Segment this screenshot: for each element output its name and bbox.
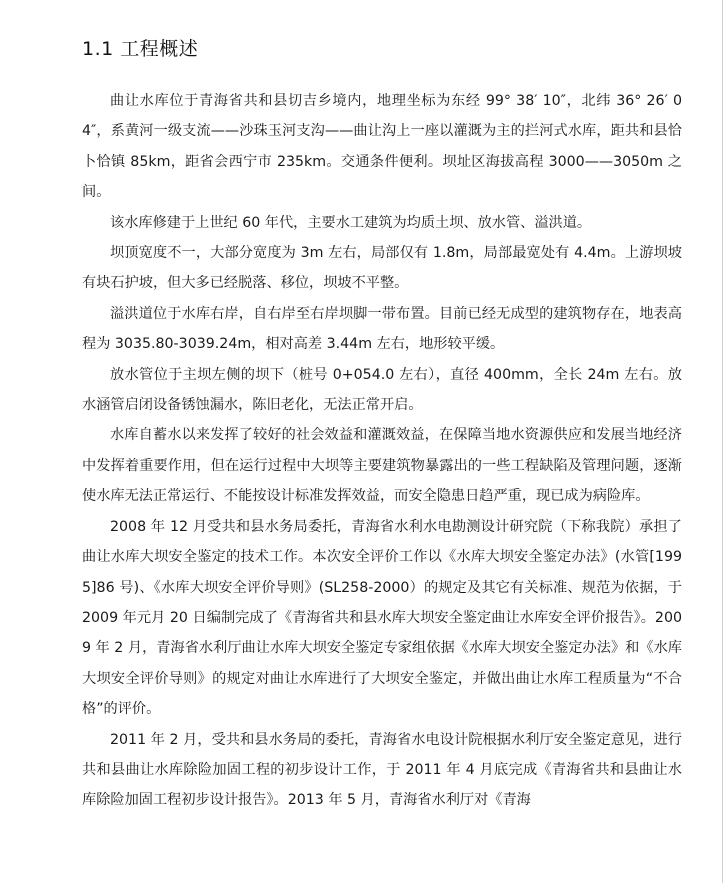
section-heading: 1.1 工程概述	[82, 38, 199, 60]
paragraph-spillway: 溢洪道位于水库右岸，自右岸至右岸坝脚一带布置。目前已经无成型的建筑物存在，地表高程为 3035.80-3039.24m，相对高差 3.44m 左右，地形较平缓。	[82, 305, 682, 353]
paragraph-dam-crest: 坝顶宽度不一，大部分宽度为 3m 左右，局部仅有 1.8m，局部最宽处有 4.4m。上游坝坡有块石护坡，但大多已经脱落、移位，坝坡不平整。	[82, 245, 682, 292]
paragraph-construction: 该水库修建于上世纪 60 年代，主要水工建筑为均质土坝、放水管、溢洪道。	[110, 214, 592, 231]
paragraph-benefits-defects: 水库自蓄水以来发挥了较好的社会效益和灌溉效益，在保障当地水资源供应和发展当地经济中发挥着重要作用，但在运行过程中大坝等主要建筑物暴露出的一些工程缺陷及管理问题，逐渐使水库无法正常运行、不能按设计标准发挥效益，而安全隐患日趋严重，现已成为病险库。	[82, 427, 682, 505]
paragraph-outlet-pipe: 放水管位于主坝左侧的坝下（桩号 0+054.0 左右），直径 400mm，全长 24m 左右。放水涵管启闭设备锈蚀漏水，陈旧老化，无法正常开启。	[82, 366, 682, 414]
paragraph-location: 曲让水库位于青海省共和县切吉乡境内，地理坐标为东经 99° 38′ 10″，北纬 36° 26′ 04″，系黄河一级支流——沙珠玉河支沟——曲让沟上一座以灌溉为主的拦河式水库，距共和县恰卜恰镇 85km，距省会西宁市 235km。交通条件便利。坝址区海拔高程 3000——3050m 之间。	[82, 93, 682, 201]
paragraph-safety-appraisal: 2008 年 12 月受共和县水务局委托，青海省水利水电勘测设计研究院（下称我院）承担了曲让水库大坝安全鉴定的技术工作。本次安全评价工作以《水库大坝安全鉴定办法》(水管[1995]86 号)、《水库大坝安全评价导则》(SL258-2000）的规定及其它有关标准、规范为依据，于 2009 年元月 20 日编制完成了《青海省共和县水库大坝安全鉴定曲让水库安全评价报告》。2009 年 2 月，青海省水利厅曲让水库大坝安全鉴定专家组依据《水库大坝安全鉴定办法》和《水库大坝安全评价导则》的规定对曲让水库进行了大坝安全鉴定，并做出曲让水库工程质量为“不合格”的评价。	[82, 518, 682, 718]
paragraph-preliminary-design: 2011 年 2 月，受共和县水务局的委托，青海省水电设计院根据水利厅安全鉴定意见，进行共和县曲让水库除险加固工程的初步设计工作，于 2011 年 4 月底完成《青海省共和县曲让水库除险加固工程初步设计报告》。2013 年 5 月，青海省水利厅对《青海	[82, 731, 682, 809]
body-text	[82, 86, 682, 816]
